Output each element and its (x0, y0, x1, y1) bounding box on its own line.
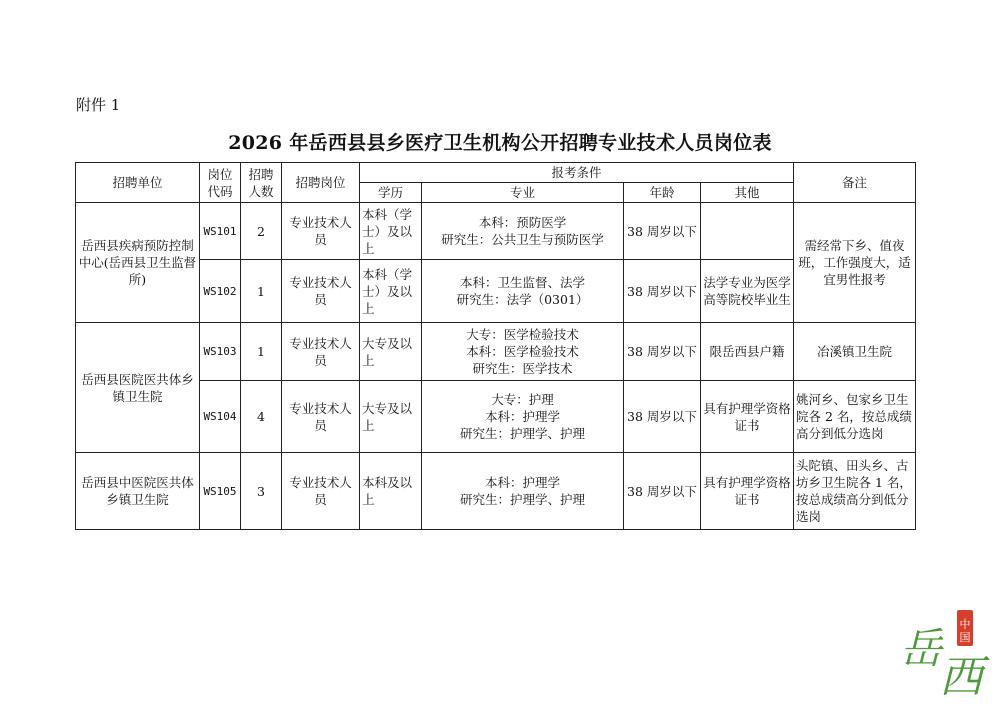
page-title: 2026 年岳西县县乡医疗卫生机构公开招聘专业技术人员岗位表 (228, 132, 772, 154)
count-cell: 1 (241, 260, 282, 323)
other-cell: 法学专业为医学高等院校毕业生 (701, 260, 794, 323)
header-remarks: 备注 (794, 163, 916, 203)
header-major: 专业 (422, 183, 624, 203)
education-cell: 本科（学士）及以上 (360, 260, 422, 323)
major-cell: 本科：预防医学 研究生：公共卫生与预防医学 (422, 203, 624, 260)
remarks-cell: 冶溪镇卫生院 (794, 323, 916, 381)
age-cell: 38 周岁以下 (624, 260, 701, 323)
count-cell: 1 (241, 323, 282, 381)
code-cell: WS103 (200, 323, 241, 381)
code-cell: WS105 (200, 453, 241, 530)
position-cell: 专业技术人员 (282, 453, 360, 530)
logo-badge-text-1: 中 (959, 619, 971, 631)
code-cell: WS104 (200, 381, 241, 453)
count-cell: 2 (241, 203, 282, 260)
header-count: 招聘人数 (241, 163, 282, 203)
logo-char-1: 岳 (900, 624, 943, 673)
positions-table (75, 162, 916, 530)
position-cell: 专业技术人员 (282, 323, 360, 381)
count-cell: 3 (241, 453, 282, 530)
other-cell: 具有护理学资格证书 (701, 381, 794, 453)
unit-cell: 岳西县中医院医共体乡镇卫生院 (76, 453, 200, 530)
position-cell: 专业技术人员 (282, 381, 360, 453)
remarks-cell: 姚河乡、包家乡卫生院各 2 名，按总成绩高分到低分选岗 (794, 381, 916, 453)
code-cell: WS102 (200, 260, 241, 323)
position-cell: 专业技术人员 (282, 260, 360, 323)
position-cell: 专业技术人员 (282, 203, 360, 260)
education-cell: 大专及以上 (360, 381, 422, 453)
other-cell: 限岳西县户籍 (701, 323, 794, 381)
header-education: 学历 (360, 183, 422, 203)
remarks-cell: 需经常下乡、值夜班，工作强度大，适宜男性报考 (794, 203, 916, 323)
major-cell: 大专：护理 本科：护理学 研究生：护理学、护理 (422, 381, 624, 453)
header-unit: 招聘单位 (76, 163, 200, 203)
header-row (76, 163, 916, 183)
unit-cell: 岳西县医院医共体乡镇卫生院 (76, 323, 200, 453)
header-code: 岗位代码 (200, 163, 241, 203)
logo-badge-text-2: 国 (959, 632, 971, 644)
education-cell: 本科及以上 (360, 453, 422, 530)
table-row (76, 453, 916, 530)
count-cell: 4 (241, 381, 282, 453)
attachment-label: 附件 1 (76, 96, 121, 114)
major-cell: 本科：卫生监督、法学 研究生：法学（0301） (422, 260, 624, 323)
header-other: 其他 (701, 183, 794, 203)
table-row (76, 323, 916, 381)
education-cell: 大专及以上 (360, 323, 422, 381)
other-cell (701, 203, 794, 260)
remarks-cell: 头陀镇、田头乡、古坊乡卫生院各 1 名，按总成绩高分到低分选岗 (794, 453, 916, 530)
code-cell: WS101 (200, 203, 241, 260)
age-cell: 38 周岁以下 (624, 203, 701, 260)
major-cell: 大专：医学检验技术 本科：医学检验技术 研究生：医学技术 (422, 323, 624, 381)
table-row (76, 260, 916, 323)
age-cell: 38 周岁以下 (624, 453, 701, 530)
table-row (76, 203, 916, 260)
header-conditions: 报考条件 (360, 163, 794, 183)
header-age: 年龄 (624, 183, 701, 203)
education-cell: 本科（学士）及以上 (360, 203, 422, 260)
other-cell: 具有护理学资格证书 (701, 453, 794, 530)
age-cell: 38 周岁以下 (624, 323, 701, 381)
yuexi-logo (895, 608, 995, 700)
age-cell: 38 周岁以下 (624, 381, 701, 453)
major-cell: 本科：护理学 研究生：护理学、护理 (422, 453, 624, 530)
logo-char-2: 西 (939, 652, 983, 700)
header-position: 招聘岗位 (282, 163, 360, 203)
table-row (76, 381, 916, 453)
unit-cell: 岳西县疾病预防控制中心(岳西县卫生监督所) (76, 203, 200, 323)
